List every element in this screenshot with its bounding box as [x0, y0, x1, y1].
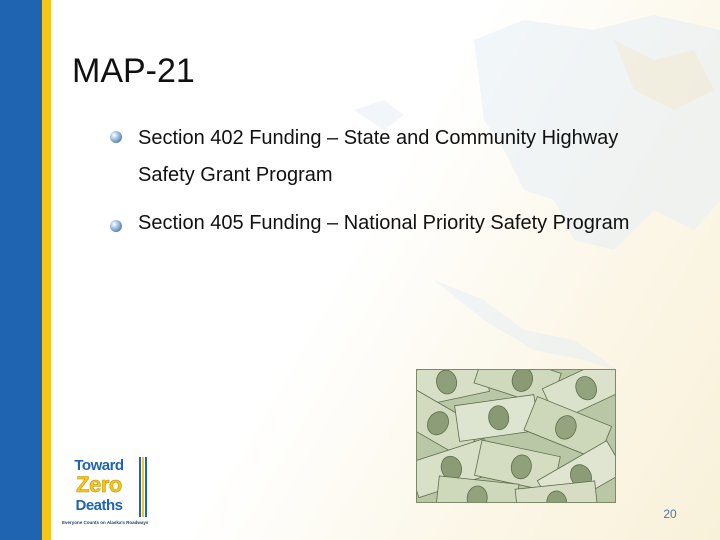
sphere-bullet-icon: [110, 131, 122, 143]
toward-zero-deaths-logo: [62, 457, 148, 529]
logo-word-deaths: Deaths: [75, 497, 123, 514]
page-number: 20: [663, 507, 677, 521]
logo-road-lines: [139, 457, 148, 517]
money-pile-image: [416, 369, 616, 503]
logo-tagline: Everyone Counts on Alaska's Roadways: [62, 520, 148, 525]
left-stripe-gold: [42, 0, 51, 540]
bullet-text: Section 402 Funding – State and Community Highway Safety Grant Program: [138, 127, 619, 186]
logo-word-toward: Toward: [74, 457, 124, 474]
bullet-item-section-402: [110, 120, 650, 194]
sphere-bullet-icon: [110, 220, 122, 232]
left-stripe-blue: [0, 0, 42, 540]
slide-title: MAP-21: [72, 52, 195, 90]
bullet-text: Section 405 Funding – National Priority Safety Program: [138, 212, 630, 234]
bullet-item-section-405: [110, 211, 650, 235]
logo-word-zero: Zero: [76, 472, 122, 497]
